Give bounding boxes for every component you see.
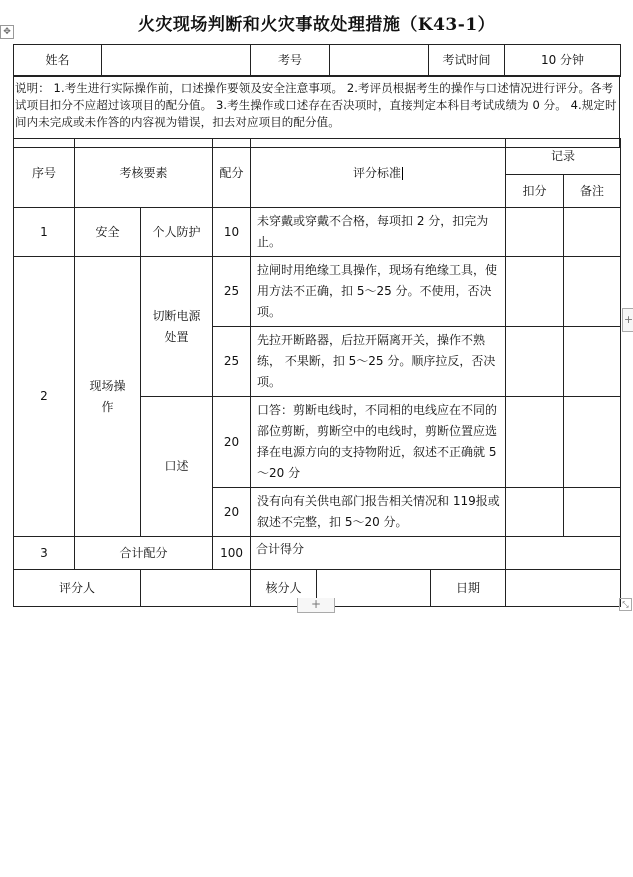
footer-rater-cell[interactable] bbox=[141, 570, 251, 607]
row2-item3-criteria: 口答：剪断电线时，不同相的电线应在不同的部位剪断，剪断空中的电线时，剪断位置应选择在电源方向的支持物附近，叙述不正确就 5～20 分 bbox=[251, 397, 506, 488]
name-field[interactable] bbox=[102, 45, 251, 77]
header-record: 记录 bbox=[506, 139, 621, 175]
instructions-text: 说明： 1.考生进行实际操作前，口述操作要领及安全注意事项。 2.考评员根据考生的操作与口述情况进行评分。各考试项目扣分不应超过该项目的配分值。 3.考生操作或口述存在否决项时，直接判定本科目考试成绩为 0 分。 4.规定时间内未完成或未作答的内容视为错误，扣去对应项目的配分值。 bbox=[14, 76, 620, 148]
add-row-plus-icon[interactable]: + bbox=[297, 598, 335, 613]
row2-item4-remark-cell[interactable] bbox=[564, 488, 621, 537]
header-seq: 序号 bbox=[14, 139, 75, 208]
footer-checker-group bbox=[251, 570, 506, 607]
row2-sub-b: 口述 bbox=[141, 397, 213, 537]
document-title: 火灾现场判断和火灾事故处理措施（K43-1） bbox=[137, 15, 496, 35]
row2-item1-deduct-cell[interactable] bbox=[506, 257, 564, 327]
name-label: 姓名 bbox=[14, 45, 102, 77]
exam-time-value: 10 分钟 bbox=[505, 45, 621, 77]
scoring-table bbox=[13, 138, 621, 607]
row2-item2-remark-cell[interactable] bbox=[564, 327, 621, 397]
row3-score-label: 合计得分 bbox=[251, 537, 506, 570]
row1-category: 安全 bbox=[75, 208, 141, 257]
header-remark: 备注 bbox=[564, 175, 621, 208]
footer-date-label: 日期 bbox=[456, 581, 481, 595]
row2-item2-points: 25 bbox=[213, 327, 251, 397]
row2-seq: 2 bbox=[14, 257, 75, 537]
resize-icon[interactable]: ⤡ bbox=[619, 598, 632, 611]
move-handle-icon[interactable]: ✥ bbox=[0, 25, 14, 39]
row2-item2-deduct-cell[interactable] bbox=[506, 327, 564, 397]
row3-label: 合计配分 bbox=[75, 537, 213, 570]
row2-item2-criteria: 先拉开断路器，后拉开隔离开关，操作不熟练， 不果断，扣 5～25 分。顺序拉反，否决项。 bbox=[251, 327, 506, 397]
exam-no-label: 考号 bbox=[251, 45, 330, 77]
footer-rater-label: 评分人 bbox=[14, 570, 141, 607]
footer-checker-label: 核分人 bbox=[251, 570, 317, 606]
row2-item4-deduct-cell[interactable] bbox=[506, 488, 564, 537]
row1-remark-cell[interactable] bbox=[564, 208, 621, 257]
row1-deduct-cell[interactable] bbox=[506, 208, 564, 257]
header-info-table bbox=[13, 44, 621, 77]
row2-item3-points: 20 bbox=[213, 397, 251, 488]
row1-seq: 1 bbox=[14, 208, 75, 257]
row3-seq: 3 bbox=[14, 537, 75, 570]
row2-item4-criteria: 没有向有关供电部门报告相关情况和 119报或叙述不完整，扣 5～20 分。 bbox=[251, 488, 506, 537]
exam-time-label: 考试时间 bbox=[429, 45, 505, 77]
row1-sub: 个人防护 bbox=[141, 208, 213, 257]
row1-criteria: 未穿戴或穿戴不合格，每项扣 2 分，扣完为止。 bbox=[251, 208, 506, 257]
header-criteria bbox=[251, 139, 506, 208]
row2-item3-deduct-cell[interactable] bbox=[506, 397, 564, 488]
header-deduct: 扣分 bbox=[506, 175, 564, 208]
footer-date-cell[interactable] bbox=[506, 570, 621, 607]
exam-no-field[interactable] bbox=[330, 45, 429, 77]
header-elements: 考核要素 bbox=[75, 139, 213, 208]
text-cursor bbox=[402, 167, 403, 180]
row2-category: 现场操作 bbox=[75, 257, 141, 537]
row3-points: 100 bbox=[213, 537, 251, 570]
header-points: 配分 bbox=[213, 139, 251, 208]
row2-sub-a: 切断电源处置 bbox=[141, 257, 213, 397]
row2-item1-remark-cell[interactable] bbox=[564, 257, 621, 327]
row2-item3-remark-cell[interactable] bbox=[564, 397, 621, 488]
header-criteria-label: 评分标准 bbox=[353, 165, 402, 180]
row2-item1-points: 25 bbox=[213, 257, 251, 327]
row2-item4-points: 20 bbox=[213, 488, 251, 537]
row1-points: 10 bbox=[213, 208, 251, 257]
add-column-plus-icon[interactable]: + bbox=[622, 308, 633, 332]
row3-score-cell[interactable] bbox=[506, 537, 621, 570]
row2-item1-criteria: 拉闸时用绝缘工具操作，现场有绝缘工具，使用方法不正确，扣 5～25 分。不使用，否决项。 bbox=[251, 257, 506, 327]
